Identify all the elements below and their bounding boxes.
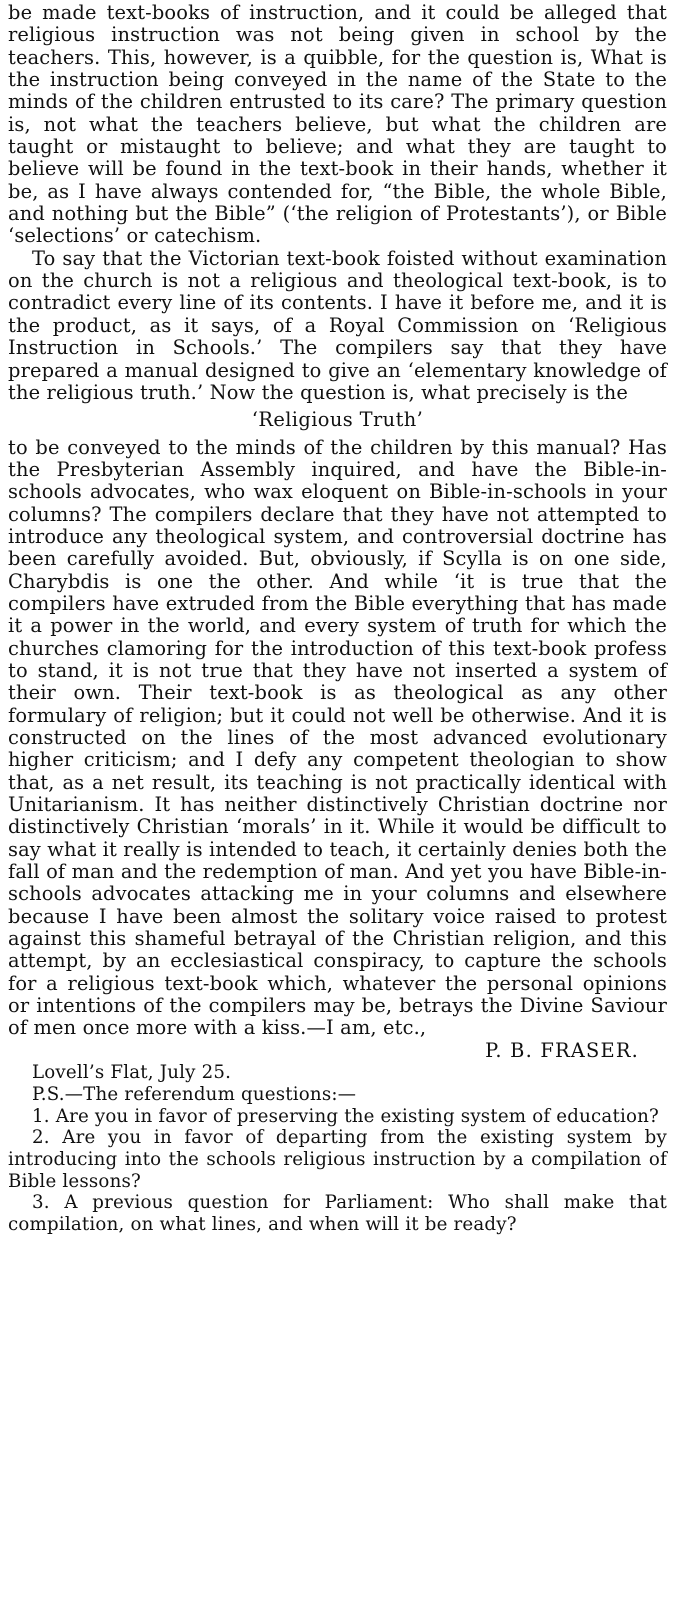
dateline: Lovell’s Flat, July 25. [32, 1062, 232, 1084]
referendum-question-2: 2. Are you in favor of departing from the existing system by introducing into the schools religious instruction by a compilation of Bible lessons? [8, 1127, 667, 1192]
body-paragraph-3: to be conveyed to the minds of the children by this manual? Has the Presbyterian Assembly inquired, and have the Bible-in-schools advocates, who wax eloquent on Bible-in-schools in your columns? The compilers declare that they have not attempted to introduce any theological system, and controversial doctrine has been carefully avoided. But, obviously, if Scylla is on one side, Charybdis is one the other. And while ‘it is true that the compilers have extruded from the Bible everything that has made it a power in the world, and every system of truth for which the churches clamoring for the introduction of this text-book profess to stand, it is not true that they have not inserted a system of their own. Their text-book is as theological as any other formulary of religion; but it could not well be otherwise. And it is constructed on the lines of the most advanced evolutionary higher criticism; and I defy any competent theologian to show that, as a net result, its teaching is not practically identical with Unitarianism. It has neither distinctively Christian doctrine nor distinctively Christian ‘morals’ in it. While it would be difficult to say what it really is intended to teach, it certainly denies both the fall of man and the redemption of man. And yet you have Bible-in-schools advocates attacking me in your columns and elsewhere because I have been almost the solitary voice raised to protest against this shameful betrayal of the Christian religion, and this attempt, by an ecclesiastical conspiracy, to capture the schools for a religious text-book which, whatever the personal opinions or intentions of the compilers may be, betrays the Divine Saviour of men once more with a kiss.—I am, etc., [8, 435, 667, 1040]
postscript-intro: P.S.—The referendum questions:— [32, 1083, 357, 1105]
body-paragraph-1: be made text-books of instruction, and it could be alleged that religious instruction was not being given in school by the teachers. This, however, is a quibble, for the question is, What is the instruction being conveyed in the name of the State to the minds of the children entrusted to its care? The primary question is, not what the teachers believe, but what the children are taught or mistaught to believe; and what they are taught to believe will be found in the text-book in their hands, whether it be, as I have always contended for, “the Bible, the whole Bible, and nothing but the Bible” (‘the religion of Protestants’), or Bible ‘selections’ or catechism. [8, 1, 667, 248]
subheading-religious-truth: ‘Religious Truth’ [251, 408, 424, 432]
referendum-question-3: 3. A previous question for Parliament: Who shall make that compilation, on what lines, and when will it be ready? [8, 1192, 667, 1236]
body-paragraph-2: To say that the Victorian text-book foisted without examination on the church is not a religious and theological text-book, is to contradict every line of its contents. I have it before me, and it is the product, as it says, of a Royal Commission on ‘Religious Instruction in Schools.’ The compilers say that they have prepared a manual designed to give an ‘elementary knowledge of the religious truth.’ Now the question is, what precisely is the [8, 246, 667, 404]
referendum-question-1: 1. Are you in favor of preserving the existing system of education? [32, 1105, 659, 1127]
signature: P. B. FRASER. [485, 1038, 639, 1062]
